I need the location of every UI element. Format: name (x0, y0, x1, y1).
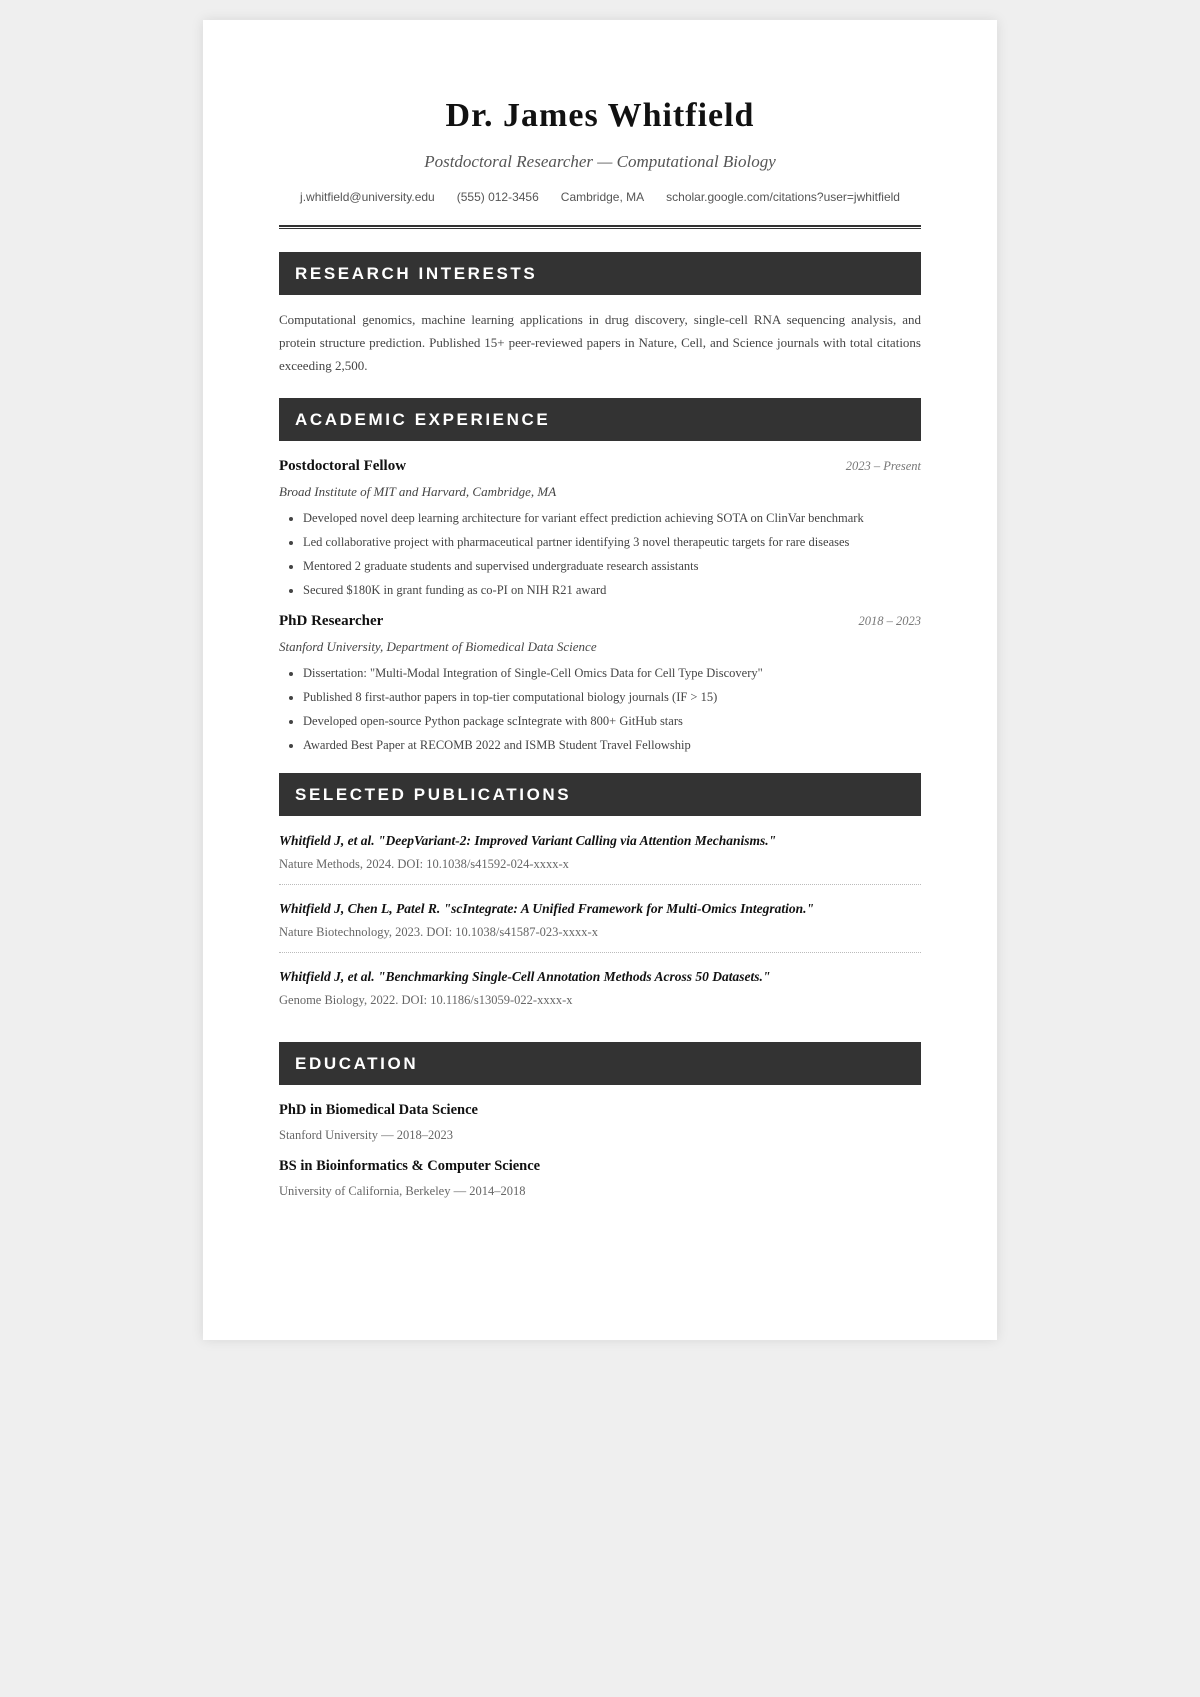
contact-email[interactable]: j.whitfield@university.edu (300, 190, 435, 205)
job-bullet: • Dissertation: "Multi-Modal Integration of Single-Cell Omics Data for Cell Type Discovery" (303, 661, 921, 685)
education-degree: PhD in Biomedical Data Science (279, 1101, 478, 1118)
job-bullets (279, 661, 921, 757)
resume-header (279, 96, 921, 229)
contact-info (279, 190, 921, 204)
job-entry (279, 458, 921, 602)
candidate-title: Postdoctoral Researcher — Computational Biology (424, 151, 776, 171)
job-bullets (279, 506, 921, 602)
job-dates: 2023 – Present (845, 458, 921, 473)
publication-citation: Whitfield J, et al. "DeepVariant-2: Improved Variant Calling via Attention Mechanisms." (279, 832, 777, 848)
job-organization: Stanford University, Department of Biomedical Data Science (279, 638, 597, 654)
publication-meta: Nature Methods, 2024. DOI: 10.1038/s41592-024-xxxx-x (279, 856, 569, 871)
job-title: PhD Researcher (279, 612, 384, 629)
job-bullet: • Developed novel deep learning architecture for variant effect prediction achieving SOTA on ClinVar benchmark (303, 506, 921, 530)
contact-scholar-link[interactable]: scholar.google.com/citations?user=jwhitfield (666, 190, 900, 205)
job-bullet: • Awarded Best Paper at RECOMB 2022 and ISMB Student Travel Fellowship (303, 733, 921, 757)
job-header (279, 613, 921, 630)
section-header-selected-publications: SELECTED PUBLICATIONS (279, 773, 921, 816)
job-bullet: • Led collaborative project with pharmaceutical partner identifying 3 novel therapeutic targets for rare diseases (303, 530, 921, 554)
job-organization: Broad Institute of MIT and Harvard, Cambridge, MA (279, 483, 557, 499)
education-meta: University of California, Berkeley — 2014–2018 (279, 1183, 526, 1198)
job-header (279, 458, 921, 475)
publication-meta: Genome Biology, 2022. DOI: 10.1186/s13059-022-xxxx-x (279, 992, 573, 1007)
publication-list (279, 817, 921, 1020)
education-meta: Stanford University — 2018–2023 (279, 1127, 453, 1142)
section-header-education: EDUCATION (279, 1042, 921, 1085)
publication-item (279, 817, 921, 885)
candidate-name: Dr. James Whitfield (445, 97, 755, 134)
section-header-academic-experience: ACADEMIC EXPERIENCE (279, 398, 921, 441)
job-entry (279, 613, 921, 757)
job-dates: 2018 – 2023 (858, 613, 921, 628)
job-bullet: • Published 8 first-author papers in top-tier computational biology journals (IF > 15) (303, 685, 921, 709)
publication-citation: Whitfield J, Chen L, Patel R. "scIntegrate: A Unified Framework for Multi-Omics Integration." (279, 900, 815, 916)
publication-citation: Whitfield J, et al. "Benchmarking Single-Cell Annotation Methods Across 50 Datasets." (279, 968, 771, 984)
resume-page (203, 20, 997, 1340)
contact-phone: (555) 012-3456 (456, 190, 539, 205)
contact-location: Cambridge, MA (560, 190, 645, 205)
education-item (279, 1102, 921, 1143)
job-bullet: • Mentored 2 graduate students and supervised undergraduate research assistants (303, 554, 921, 578)
job-bullet: • Secured $180K in grant funding as co-PI on NIH R21 award (303, 578, 921, 602)
publication-item (279, 953, 921, 1020)
publication-item (279, 885, 921, 953)
research-summary: Computational genomics, machine learning applications in drug discovery, single-cell RNA sequencing analysis, and protein structure prediction. Published 15+ peer-reviewed papers in Nature, Cell, and Science journals with total citations exceeding 2,500. (279, 311, 921, 373)
header-divider (279, 225, 921, 229)
section-header-research-interests: RESEARCH INTERESTS (279, 252, 921, 295)
job-title: Postdoctoral Fellow (279, 457, 407, 474)
education-degree: BS in Bioinformatics & Computer Science (279, 1157, 541, 1174)
education-item (279, 1158, 921, 1199)
job-bullet: • Developed open-source Python package scIntegrate with 800+ GitHub stars (303, 709, 921, 733)
publication-meta: Nature Biotechnology, 2023. DOI: 10.1038/s41587-023-xxxx-x (279, 924, 598, 939)
